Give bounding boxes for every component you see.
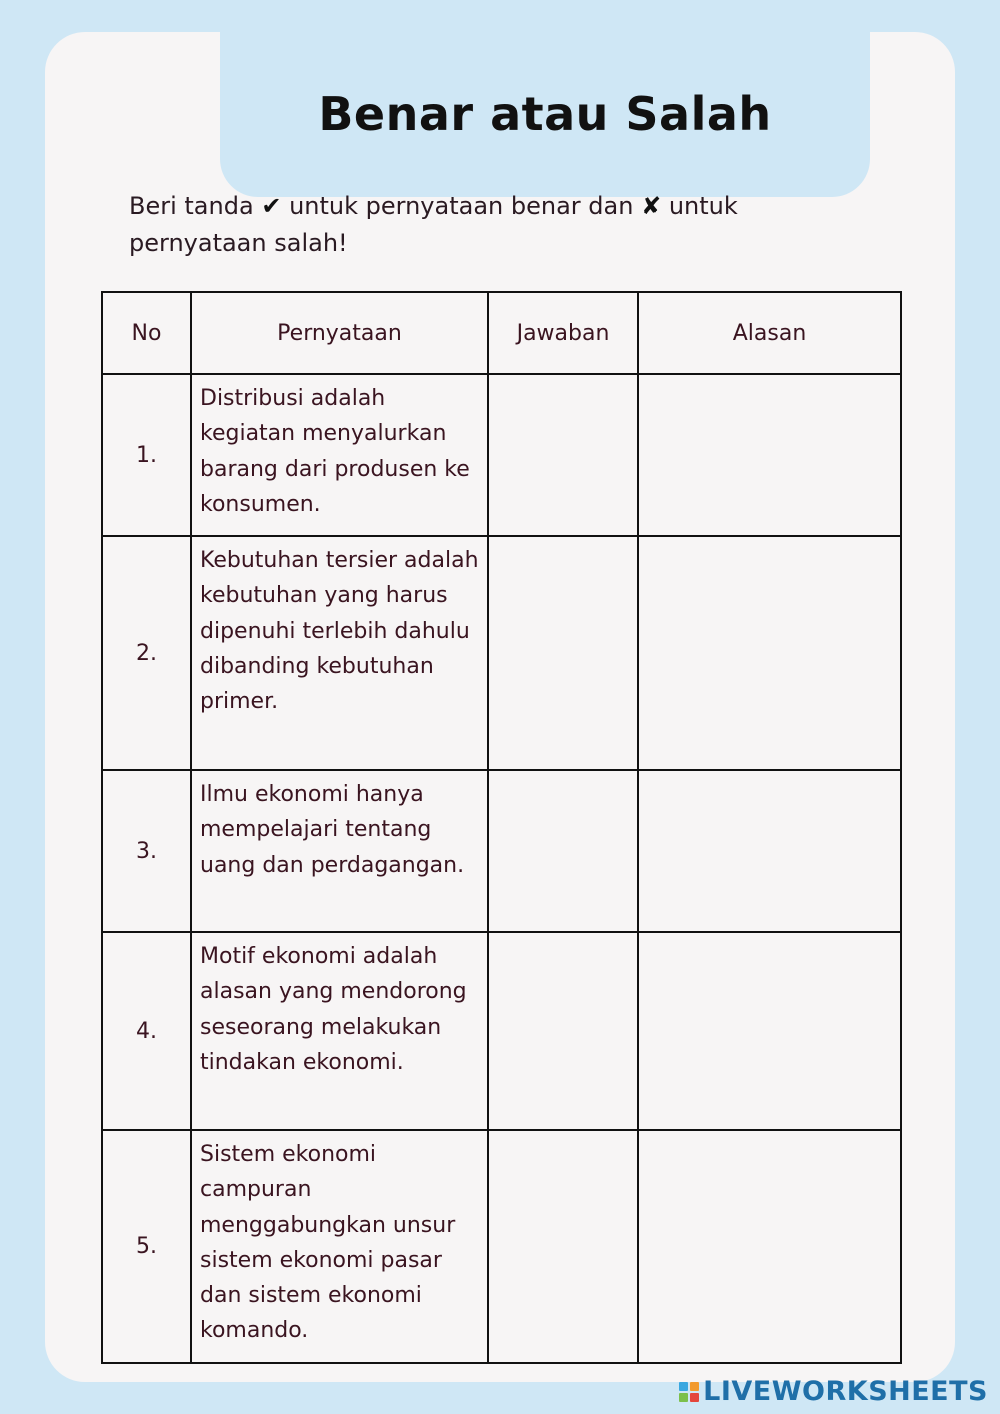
answer-cell[interactable]: [488, 932, 638, 1130]
brand-name: LIVEWORKSHEETS: [703, 1376, 988, 1407]
table-header-row: [102, 292, 901, 374]
statement-table: [101, 291, 902, 1364]
header-answer: Jawaban: [488, 292, 638, 374]
row-statement: Sistem ekonomi campuran menggabungkan unsur sistem ekonomi pasar dan sistem ekonomi komando.: [191, 1130, 488, 1363]
reason-cell[interactable]: [638, 1130, 901, 1363]
cross-mark-icon: ✘: [641, 192, 662, 220]
table-row: [102, 770, 901, 932]
answer-cell[interactable]: [488, 374, 638, 536]
grid-square-icon: [679, 1382, 688, 1391]
row-number: 4.: [102, 932, 191, 1130]
row-statement: Distribusi adalah kegiatan menyalurkan barang dari produsen ke konsumen.: [191, 374, 488, 536]
row-statement: Motif ekonomi adalah alasan yang mendorong seseorang melakukan tindakan ekonomi.: [191, 932, 488, 1130]
reason-cell[interactable]: [638, 932, 901, 1130]
row-number: 3.: [102, 770, 191, 932]
liveworksheets-grid-icon: [679, 1382, 699, 1402]
header-statement: Pernyataan: [191, 292, 488, 374]
table-row: [102, 1130, 901, 1363]
answer-cell[interactable]: [488, 770, 638, 932]
row-number: 5.: [102, 1130, 191, 1363]
header-reason: Alasan: [638, 292, 901, 374]
title-banner: [220, 32, 870, 197]
instructions: [129, 188, 849, 262]
answer-cell[interactable]: [488, 536, 638, 770]
table-row: [102, 932, 901, 1130]
header-no: No: [102, 292, 191, 374]
reason-cell[interactable]: [638, 374, 901, 536]
answer-cell[interactable]: [488, 1130, 638, 1363]
row-statement: Kebutuhan tersier adalah kebutuhan yang harus dipenuhi terlebih dahulu dibanding kebutuhan primer.: [191, 536, 488, 770]
check-mark-icon: ✔: [261, 192, 282, 220]
instructions-text-3: untuk pernyataan salah!: [129, 192, 738, 257]
reason-cell[interactable]: [638, 770, 901, 932]
row-number: 1.: [102, 374, 191, 536]
instructions-text-2: untuk pernyataan benar dan: [289, 192, 634, 220]
grid-square-icon: [679, 1393, 688, 1402]
row-number: 2.: [102, 536, 191, 770]
table-row: [102, 374, 901, 536]
row-statement: Ilmu ekonomi hanya mempelajari tentang uang dan perdagangan.: [191, 770, 488, 932]
reason-cell[interactable]: [638, 536, 901, 770]
instructions-text-1: Beri tanda: [129, 192, 254, 220]
grid-square-icon: [690, 1393, 699, 1402]
page-title: Benar atau Salah: [318, 86, 772, 141]
grid-square-icon: [690, 1382, 699, 1391]
liveworksheets-logo: [679, 1376, 988, 1407]
table-row: [102, 536, 901, 770]
